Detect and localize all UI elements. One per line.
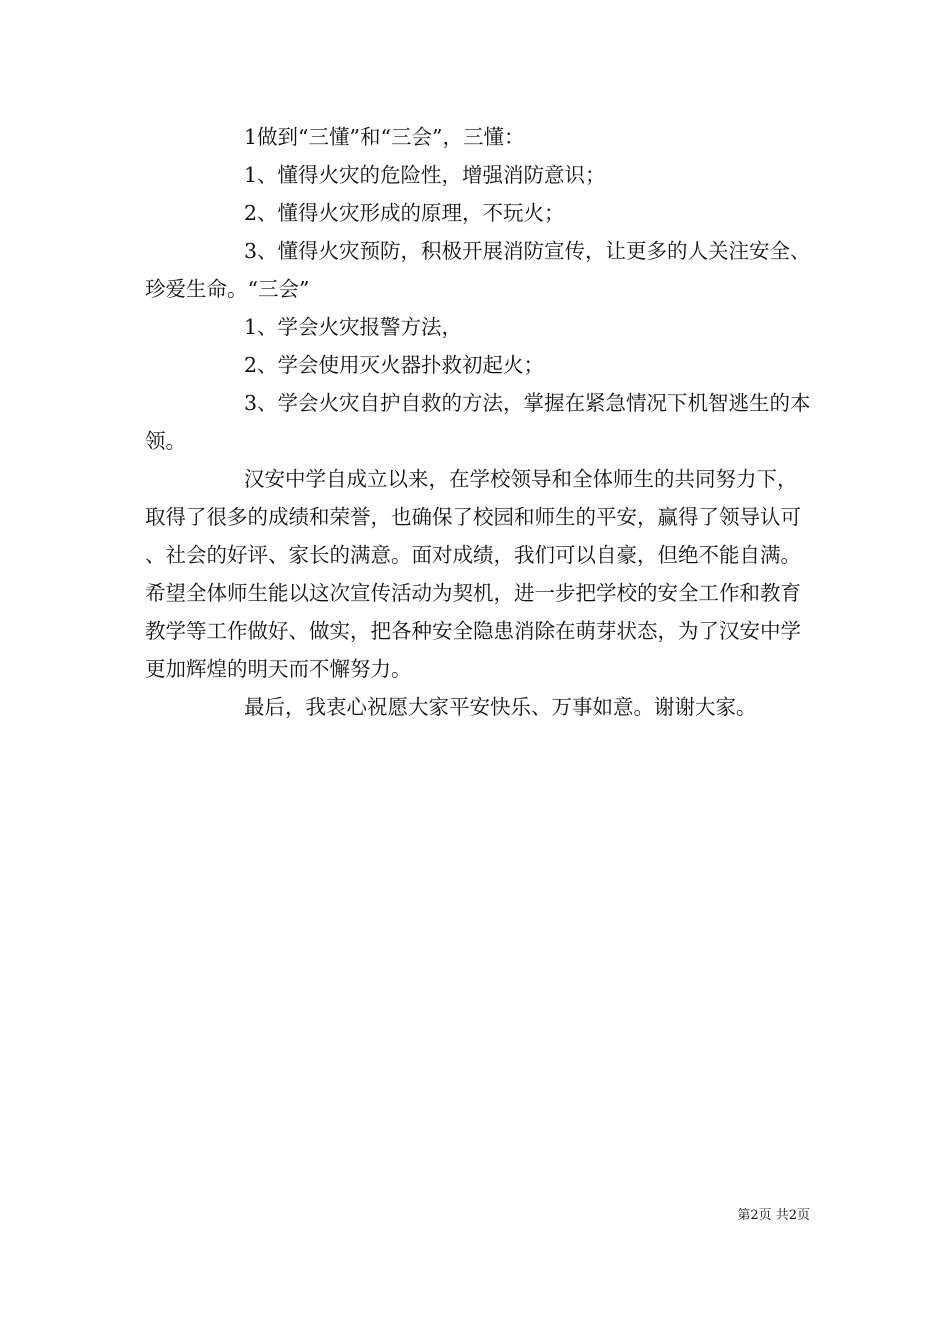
paragraph-understand-2: 2、懂得火灾形成的原理，不玩火； <box>244 201 565 225</box>
paragraph-understand-1: 1、懂得火灾的危险性，增强消防意识； <box>244 163 606 187</box>
paragraph-closing: 最后，我衷心祝愿大家平安快乐、万事如意。谢谢大家。 <box>244 695 757 719</box>
paragraph-understand-3: 3、懂得火灾预防，积极开展消防宣传，让更多的人关注安全、珍爱生命。“三会” <box>145 239 811 301</box>
paragraph-skill-3: 3、学会火灾自护自救的方法，掌握在紧急情况下机智逃生的本领。 <box>145 391 811 453</box>
page-footer: 第2页 共2页 <box>737 1208 810 1223</box>
paragraph-skill-2: 2、学会使用灭火器扑救初起火； <box>244 353 545 377</box>
document-body <box>145 118 815 726</box>
paragraph-skill-1: 1、学会火灾报警方法， <box>244 315 463 339</box>
paragraph-intro: 1做到“三懂”和“三会”，三懂： <box>244 125 525 149</box>
paragraph-school-summary: 汉安中学自成立以来，在学校领导和全体师生的共同努力下，取得了很多的成绩和荣誉，也确保了校园和师生的平安，赢得了领导认可、社会的好评、家长的满意。面对成绩，我们可以自豪，但绝不能自满。希望全体师生能以这次宣传活动为契机，进一步把学校的安全工作和教育教学等工作做好、做实，把各种安全隐患消除在萌芽状态，为了汉安中学更加辉煌的明天而不懈努力。 <box>145 467 801 681</box>
